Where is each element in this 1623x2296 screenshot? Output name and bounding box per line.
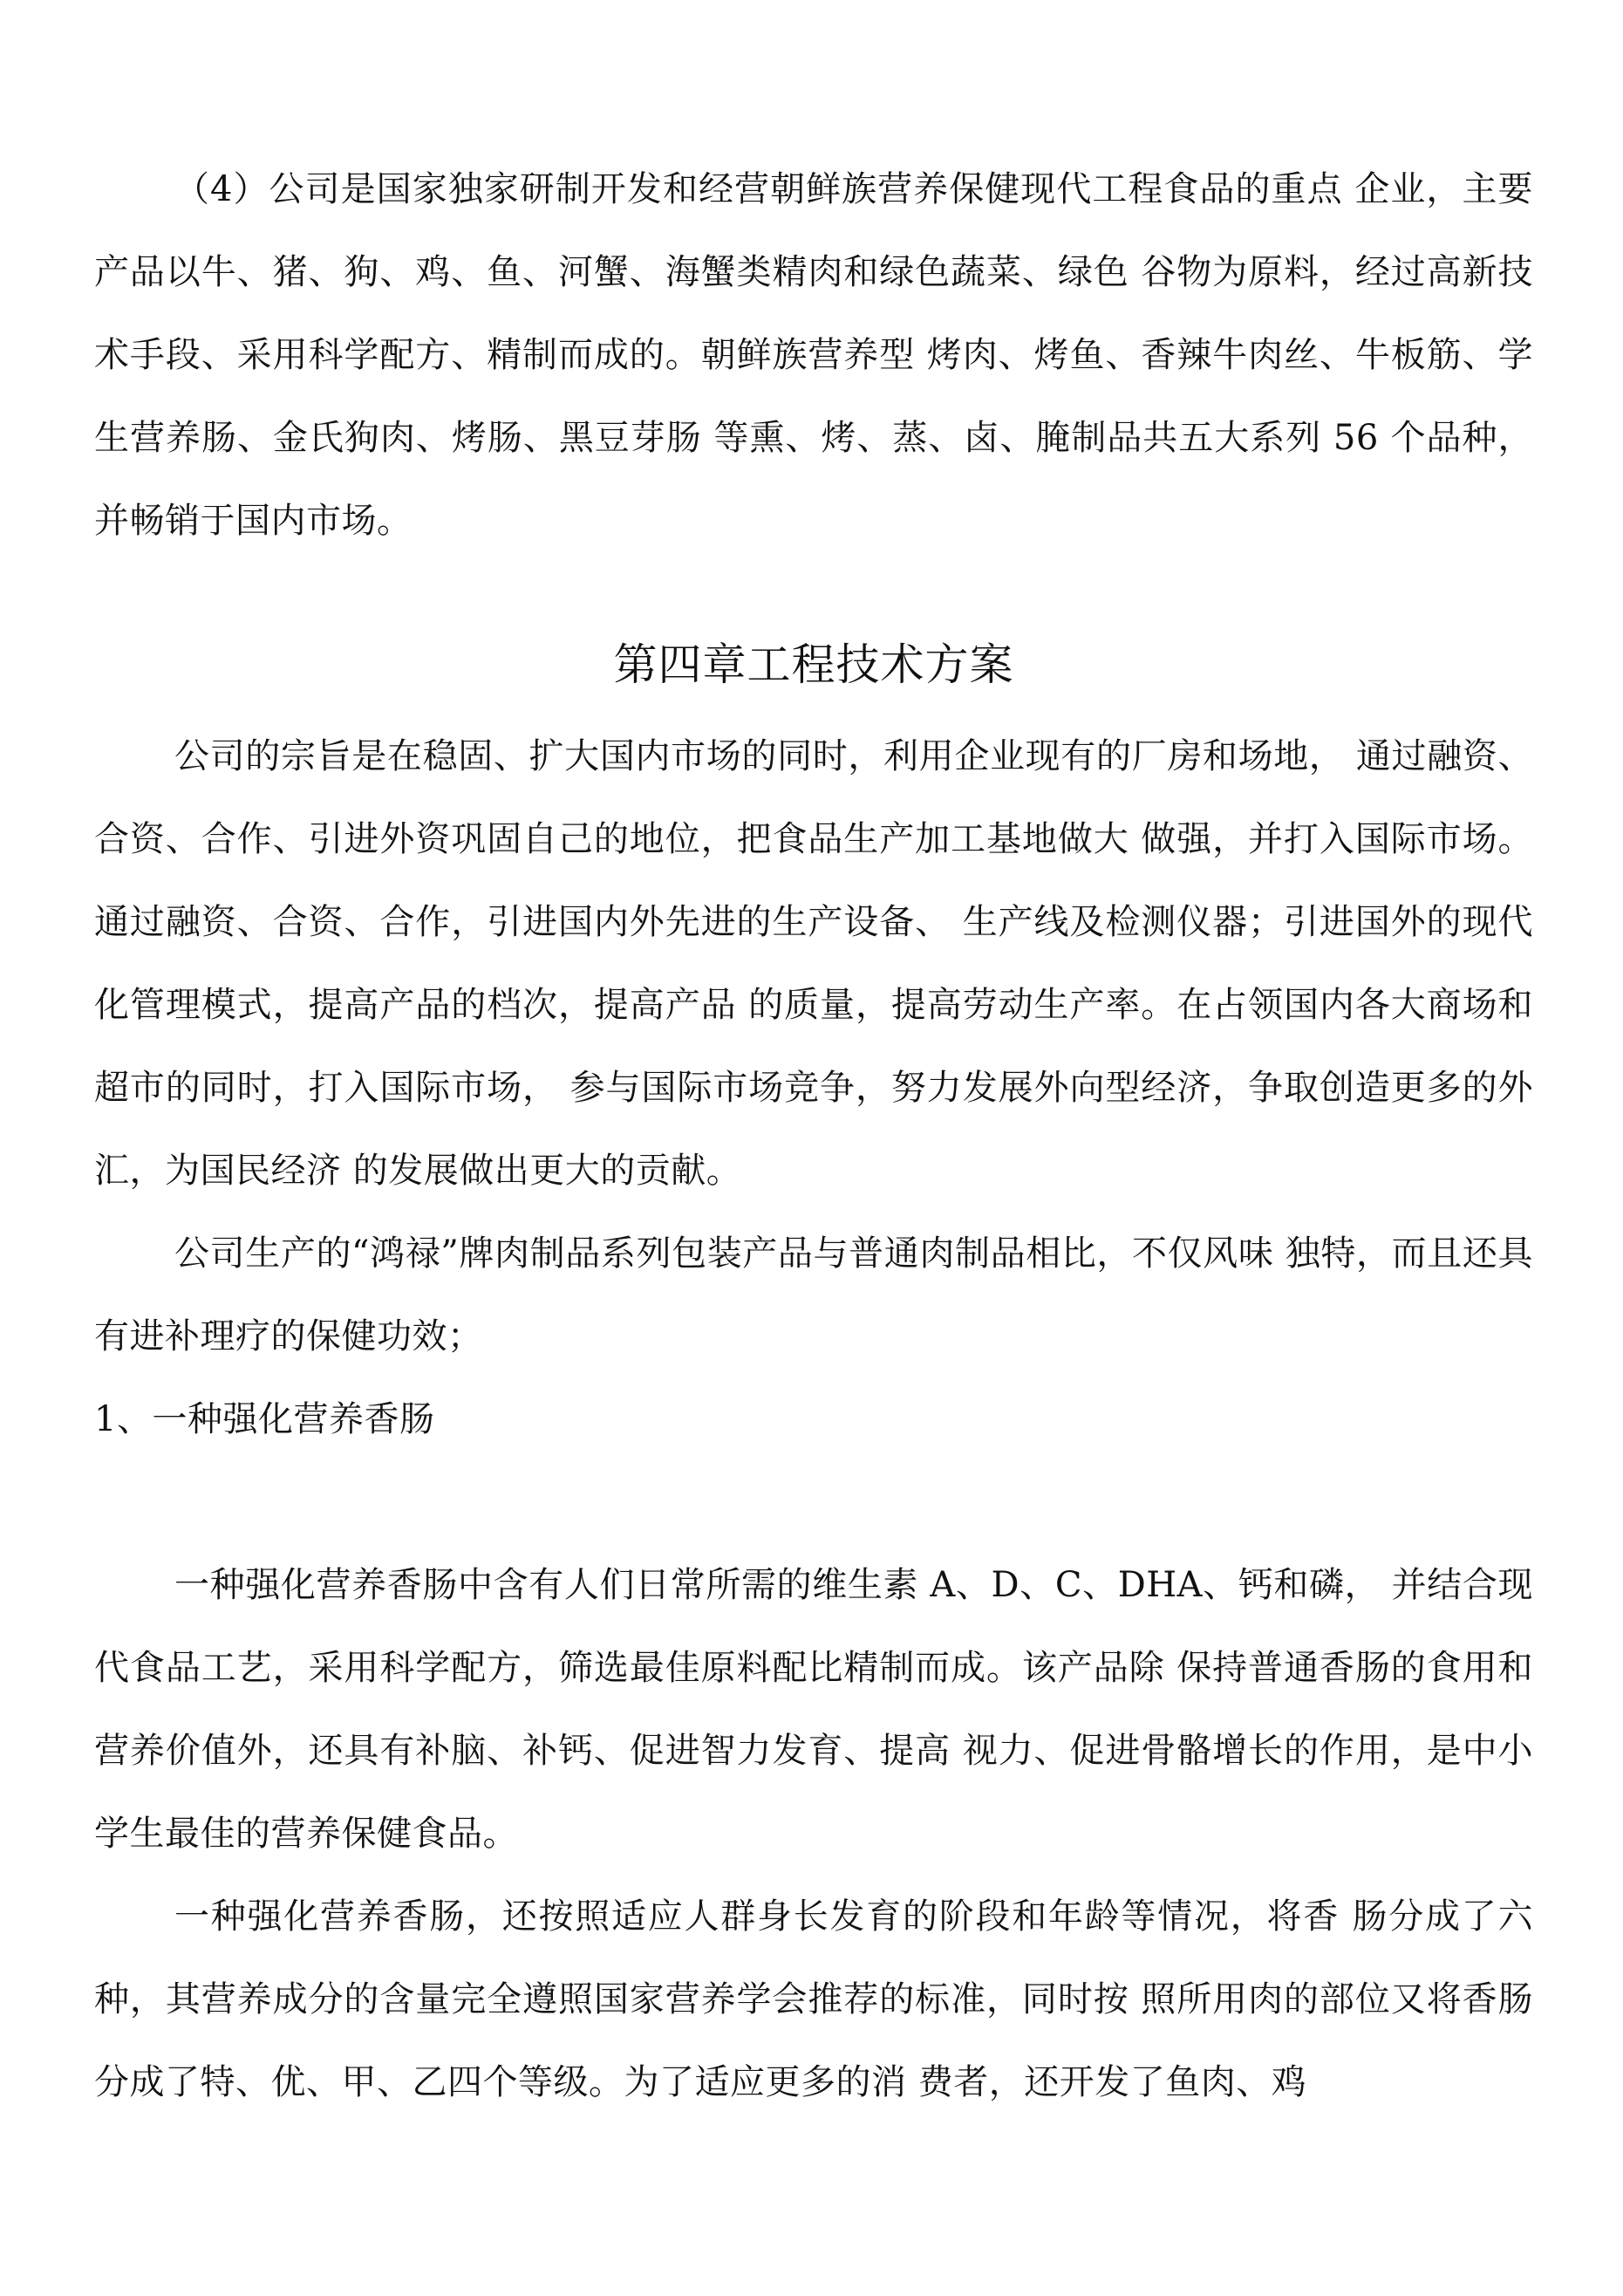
paragraph-company-products: （4）公司是国家独家研制开发和经营朝鲜族营养保健现代工程食品的重点 企业，主要产品以牛、猪、狗、鸡、鱼、河蟹、海蟹类精肉和绿色蔬菜、绿色 谷物为原料，经过高新技术手段、采用科学配方、精制而成的。朝鲜族营养型 烤肉、烤鱼、香辣牛肉丝、牛板筋、学生营养肠、金氏狗肉、烤肠、黑豆芽肠 等熏、烤、蒸、卤、腌制品共五大系列 56 个品种，并畅销于国内市场。 xyxy=(94,169,1533,541)
item-heading-nutrition-sausage: 1、一种强化营养香肠 xyxy=(94,1399,435,1439)
paragraph-sausage-nutrition: 一种强化营养香肠中含有人们日常所需的维生素 A、D、C、DHA、钙和磷， 并结合现代食品工艺，采用科学配方，筛选最佳原料配比精制而成。该产品除 保持普通香肠的食用和营养价值外，还具有补脑、补钙、促进智力发育、提高 视力、促进骨骼增长的作用，是中小学生最佳的营养保健食品。 xyxy=(94,1565,1533,1854)
paragraph-company-purpose: 公司的宗旨是在稳固、扩大国内市场的同时，利用企业现有的厂房和场地， 通过融资、合资、合作、引进外资巩固自己的地位，把食品生产加工基地做大 做强，并打入国际市场。通过融资、合资、合作，引进国内外先进的生产设备、 生产线及检测仪器；引进国外的现代化管理模式，提高产品的档次，提高产品 的质量，提高劳动生产率。在占领国内各大商场和超市的同时，打入国际市场， 参与国际市场竞争，努力发展外向型经济，争取创造更多的外汇，为国民经济 的发展做出更大的贡献。 xyxy=(94,736,1533,1191)
paragraph-sausage-grades: 一种强化营养香肠，还按照适应人群身长发育的阶段和年龄等情况，将香 肠分成了六种，其营养成分的含量完全遵照国家营养学会推荐的标准，同时按 照所用肉的部位又将香肠分成了特、优、甲、乙四个等级。为了适应更多的消 费者，还开发了鱼肉、鸡 xyxy=(94,1896,1533,2102)
document-body xyxy=(94,148,1533,2124)
paragraph-product-benefits: 公司生产的“鸿禄”牌肉制品系列包装产品与普通肉制品相比，不仅风味 独特，而且还具有进补理疗的保健功效； xyxy=(94,1233,1533,1356)
chapter-title: 第四章工程技术方案 xyxy=(613,639,1014,690)
